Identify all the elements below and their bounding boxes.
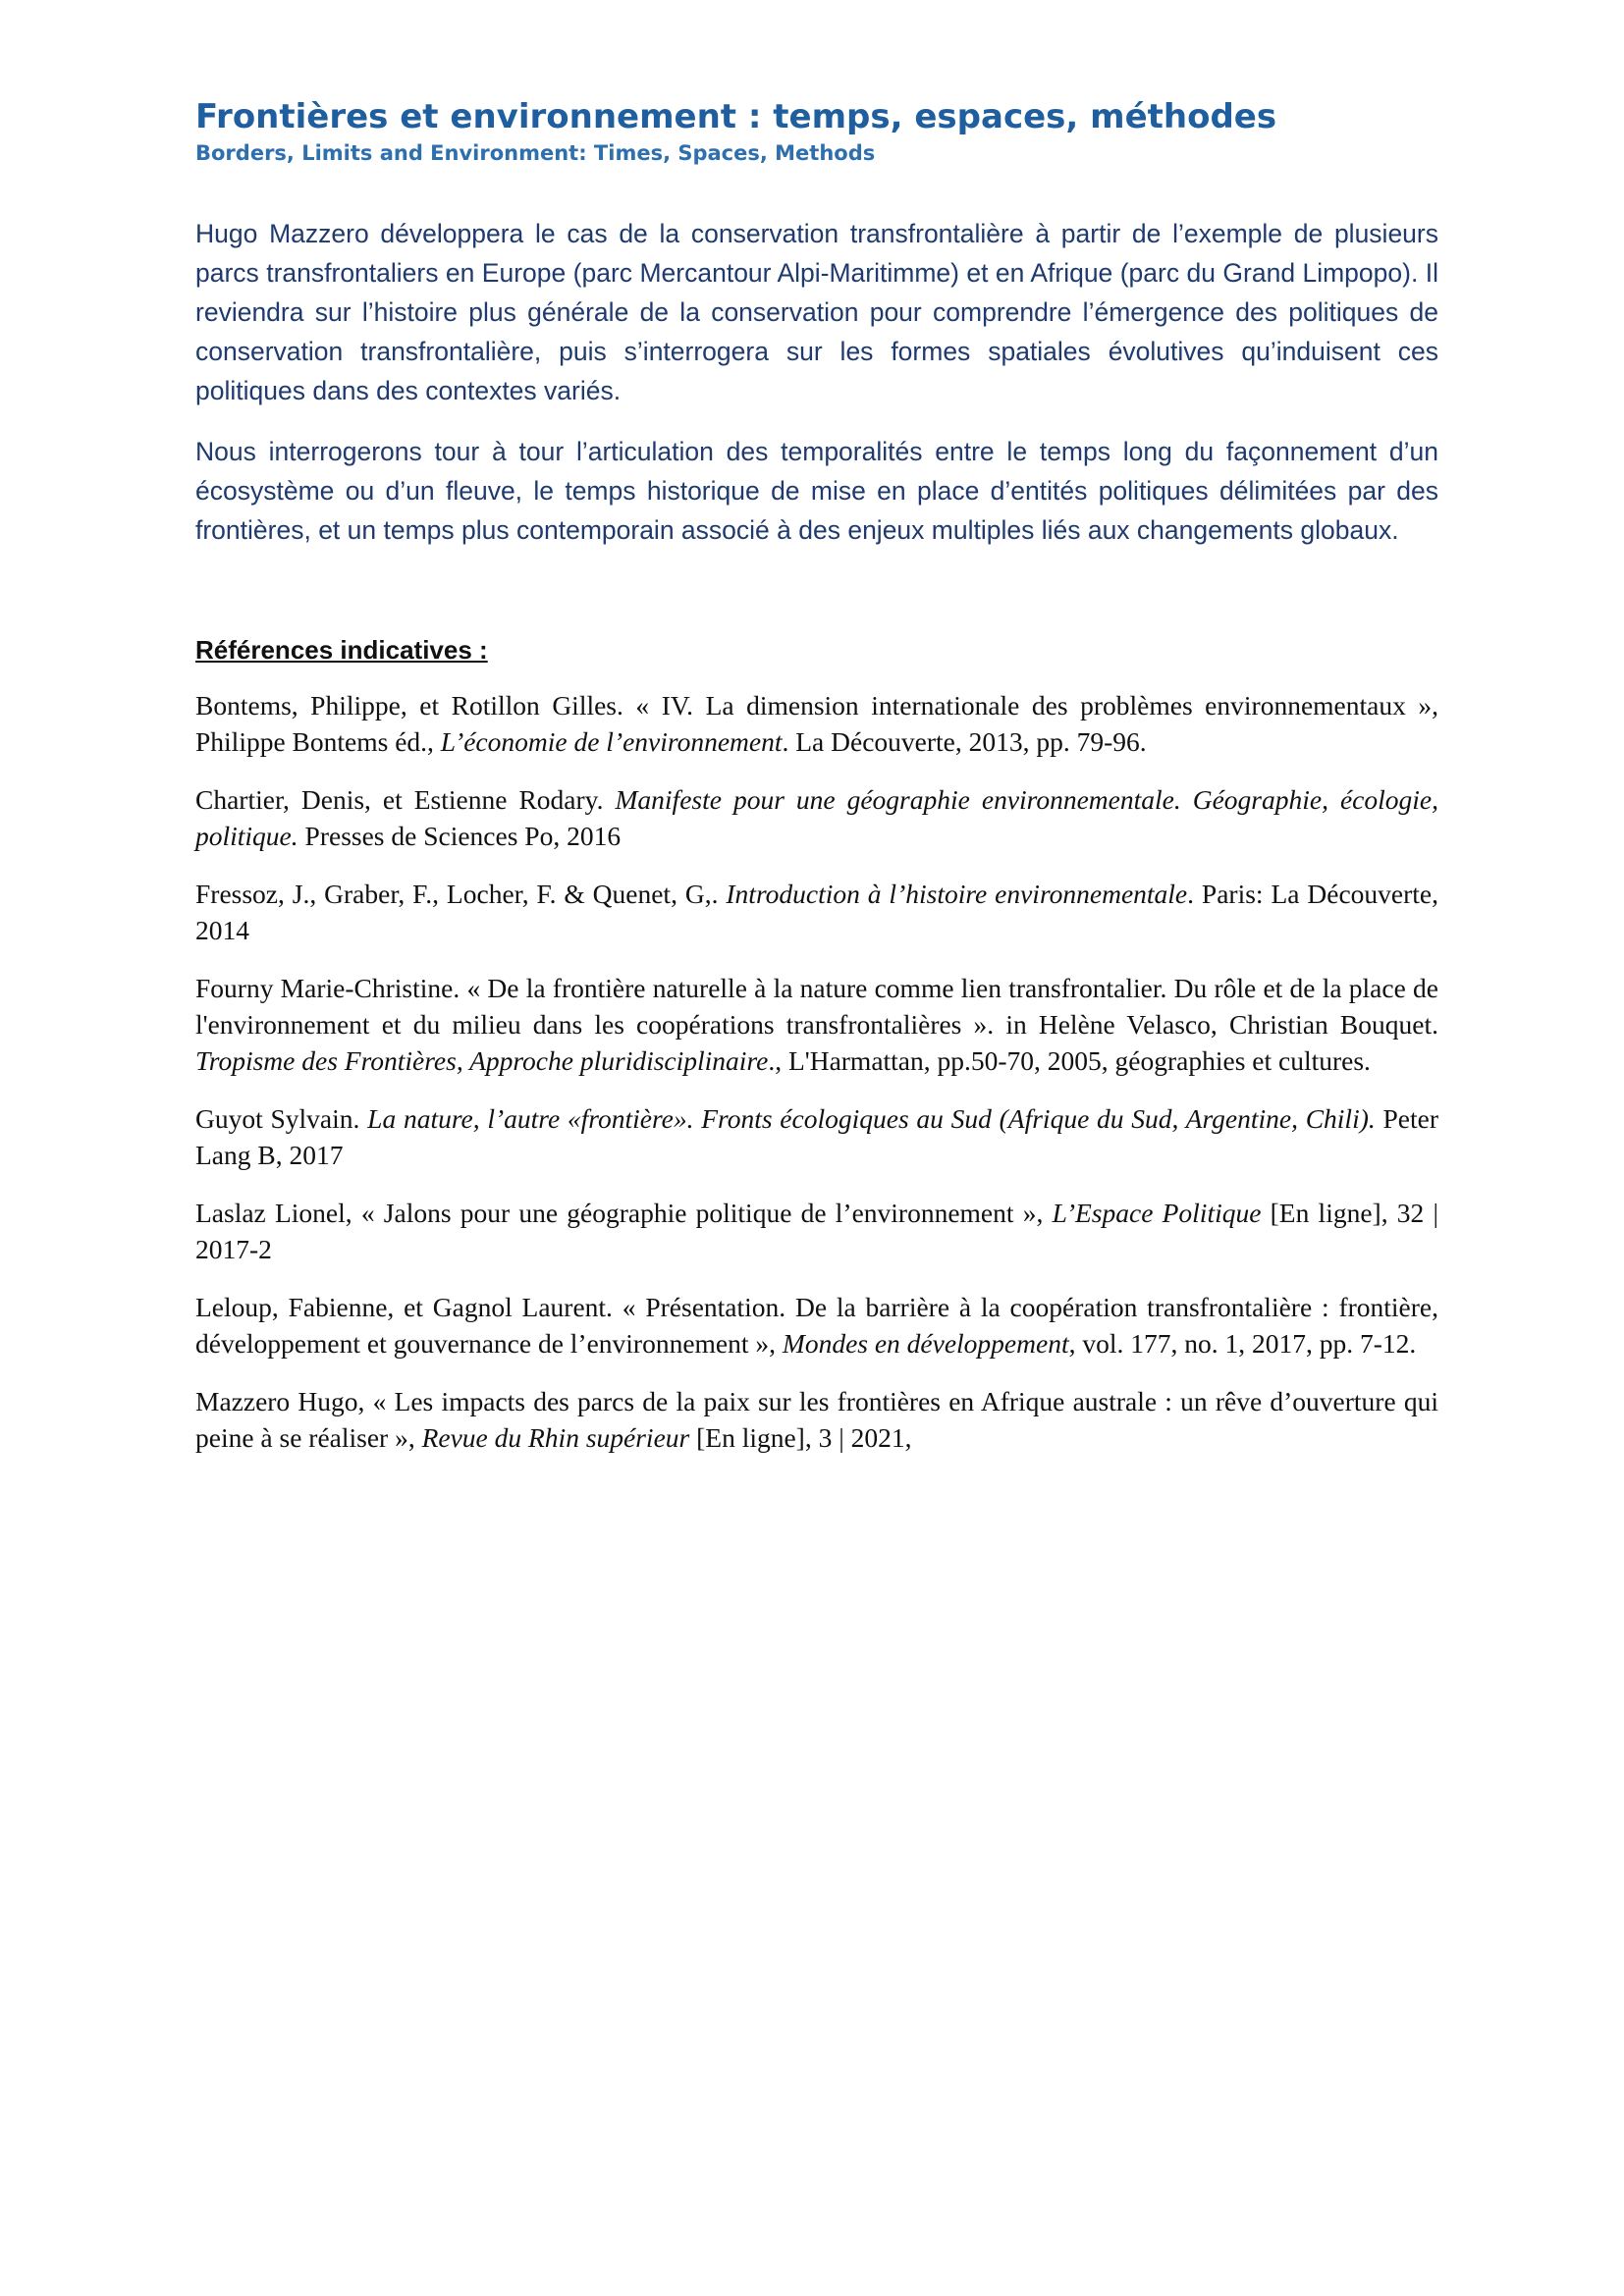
reference-text: [En ligne], 3 | 2021, — [689, 1422, 912, 1453]
reference-text: ., L'Harmattan, pp.50-70, 2005, géographies et cultures. — [768, 1045, 1371, 1076]
reference-text: Guyot Sylvain. — [195, 1103, 368, 1134]
document-title: Frontières et environnement : temps, espaces, méthodes — [195, 97, 1277, 136]
reference-item — [195, 1289, 1438, 1362]
reference-item — [195, 781, 1438, 854]
reference-text: Laslaz Lionel, « Jalons pour une géographie politique de l’environnement », — [195, 1198, 1053, 1228]
reference-title: La nature, l’autre «frontière». Fronts écologiques au Sud (Afrique du Sud, Argentine, Chili). — [367, 1103, 1376, 1134]
reference-item — [195, 1383, 1438, 1456]
reference-item — [195, 970, 1438, 1079]
body-paragraph: Hugo Mazzero développera le cas de la conservation transfrontalière à partir de l’exemple de plusieurs parcs transfrontaliers en Europe (parc Mercantour Alpi-Maritimme) et en Afrique (parc du Grand Limpopo). Il reviendra sur l’histoire plus générale de la conservation pour comprendre l’émergence des politiques de conservation transfrontalière, puis s’interrogera sur les formes spatiales évolutives qu’induisent ces politiques dans des contextes variés. — [195, 219, 1438, 405]
reference-text: Leloup, Fabienne, et Gagnol Laurent. « Présentation. De la barrière à la coopération transfrontalière : frontière, développement et gouvernance de l’environnement », — [195, 1292, 1438, 1359]
reference-title: Revue du Rhin supérieur — [421, 1422, 690, 1453]
body-paragraph: Nous interrogerons tour à tour l’articulation des temporalités entre le temps long du façonnement d’un écosystème ou d’un fleuve, le temps historique de mise en place d’entités politiques délimitées par des frontières, et un temps plus contemporain associé à des enjeux multiples liés aux changements globaux. — [195, 437, 1438, 545]
reference-text: , vol. 177, no. 1, 2017, pp. 7-12. — [1068, 1328, 1417, 1359]
document-subtitle: Borders, Limits and Environment: Times, Spaces, Methods — [195, 141, 876, 165]
reference-title: Tropisme des Frontières, Approche pluridisciplinaire — [195, 1045, 769, 1076]
reference-title: Manifeste pour une géographie environnementale. Géographie, écologie, politique. — [195, 784, 1438, 851]
reference-title: Mondes en développement — [782, 1328, 1069, 1359]
reference-text: Presses de Sciences Po, 2016 — [298, 821, 622, 851]
reference-text: . Paris: La Découverte, 2014 — [195, 879, 1438, 945]
reference-text: . La Découverte, 2013, pp. 79-96. — [782, 726, 1147, 757]
reference-title: L’Espace Politique — [1052, 1198, 1262, 1228]
reference-item — [195, 876, 1438, 948]
reference-text: Bontems, Philippe, et Rotillon Gilles. « IV. La dimension internationale des problèmes environnementaux », Philippe Bontems éd., — [195, 690, 1438, 757]
document-page — [195, 94, 1438, 1477]
reference-text: Chartier, Denis, et Estienne Rodary. — [195, 784, 616, 815]
reference-title: Introduction à l’histoire environnementale — [726, 879, 1188, 909]
reference-item — [195, 687, 1438, 760]
reference-text: [En ligne], 32 | 2017-2 — [195, 1198, 1438, 1264]
reference-title: L’économie de l’environnement — [440, 726, 783, 757]
reference-text: Fourny Marie-Christine. « De la frontière naturelle à la nature comme lien transfrontalier. Du rôle et de la place de l'environnement et du milieu dans les coopérations transfrontalières ». in Helène Velasco, Christian Bouquet. — [195, 973, 1438, 1040]
reference-text: Peter Lang B, 2017 — [195, 1103, 1438, 1170]
reference-text: Mazzero Hugo, « Les impacts des parcs de la paix sur les frontières en Afrique australe : un rêve d’ouverture qui peine à se réaliser », — [195, 1386, 1438, 1453]
reference-text: Fressoz, J., Graber, F., Locher, F. & Quenet, G,. — [195, 879, 727, 909]
reference-item — [195, 1100, 1438, 1173]
references-heading: Références indicatives : — [195, 635, 488, 665]
reference-item — [195, 1195, 1438, 1267]
